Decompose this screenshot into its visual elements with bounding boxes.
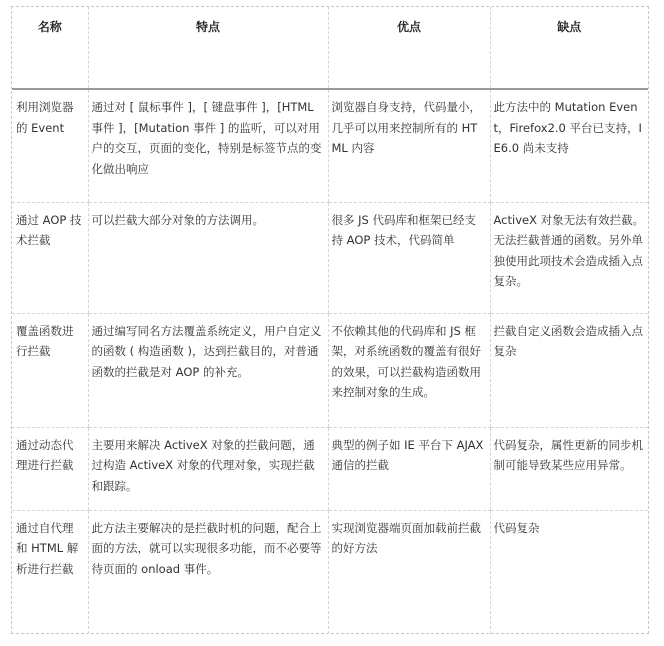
table-row: [12, 510, 648, 634]
cell-feature: 此方法主要解决的是拦截时机的问题，配合上面的方法，就可以实现很多功能，而不必要等待页面的 onload 事件。: [88, 510, 328, 634]
cell-name: 覆盖函数进行拦截: [12, 313, 88, 427]
interception-methods-table: [12, 7, 648, 634]
cell-cons: ActiveX 对象无法有效拦截。无法拦截普通的函数。另外单独使用此项技术会造成插入点复杂。: [490, 202, 648, 313]
table-row: [12, 89, 648, 202]
cell-cons: 代码复杂: [490, 510, 648, 634]
cell-feature: 通过编写同名方法覆盖系统定义，用户自定义的函数 ( 构造函数 )，达到拦截目的，对普通函数的拦截是对 AOP 的补充。: [88, 313, 328, 427]
cell-pros: 很多 JS 代码库和框架已经支持 AOP 技术，代码简单: [328, 202, 490, 313]
header-feature: 特点: [88, 7, 328, 89]
cell-pros: 实现浏览器端页面加载前拦截的好方法: [328, 510, 490, 634]
table-row: [12, 202, 648, 313]
cell-feature: 可以拦截大部分对象的方法调用。: [88, 202, 328, 313]
comparison-table-container: [11, 6, 649, 634]
cell-feature: 通过对 [ 鼠标事件 ]，[ 键盘事件 ]，[HTML 事件 ]，[Mutation 事件 ] 的监听，可以对用户的交互，页面的变化，特别是标签节点的变化做出响应: [88, 89, 328, 202]
header-name: 名称: [12, 7, 88, 89]
table-row: [12, 427, 648, 510]
cell-pros: 典型的例子如 IE 平台下 AJAX 通信的拦截: [328, 427, 490, 510]
table-header-row: [12, 7, 648, 89]
cell-name: 通过动态代理进行拦截: [12, 427, 88, 510]
cell-feature: 主要用来解决 ActiveX 对象的拦截问题，通过构造 ActiveX 对象的代理对象，实现拦截和跟踪。: [88, 427, 328, 510]
cell-cons: 此方法中的 Mutation Event，Firefox2.0 平台已支持，IE6.0 尚未支持: [490, 89, 648, 202]
cell-name: 利用浏览器的 Event: [12, 89, 88, 202]
cell-pros: 浏览器自身支持，代码量小，几乎可以用来控制所有的 HTML 内容: [328, 89, 490, 202]
cell-name: 通过自代理和 HTML 解析进行拦截: [16, 520, 79, 576]
cell-cons: 拦截自定义函数会造成插入点复杂: [490, 313, 648, 427]
cell-pros: 不依赖其他的代码库和 JS 框架，对系统函数的覆盖有很好的效果，可以拦截构造函数用来控制对象的生成。: [328, 313, 490, 427]
header-cons: 缺点: [490, 7, 648, 89]
header-pros: 优点: [328, 7, 490, 89]
cell-cons: 代码复杂，属性更新的同步机制可能导致某些应用异常。: [490, 427, 648, 510]
table-row: [12, 313, 648, 427]
cell-name: 通过 AOP 技术拦截: [12, 202, 88, 313]
